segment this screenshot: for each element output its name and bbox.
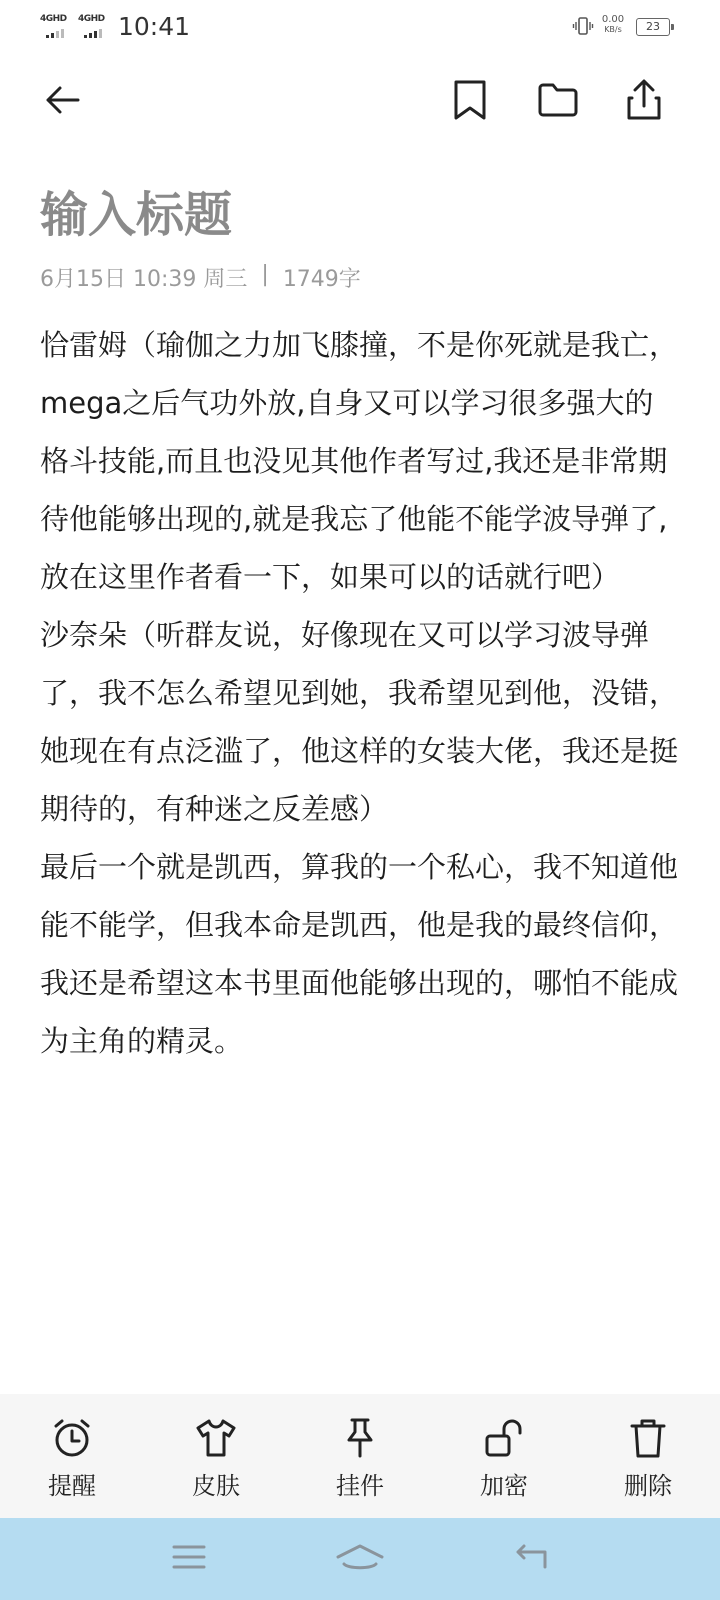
folder-button[interactable]: [530, 72, 586, 128]
arrow-left-icon: [42, 80, 82, 120]
system-nav-bar: [0, 1518, 720, 1600]
delete-label: 删除: [624, 1472, 672, 1500]
delete-button[interactable]: [576, 1394, 720, 1518]
note-paragraph: 最后一个就是凯西，算我的一个私心，我不知道他能不能学，但我本命是凯西，他是我的最终信仰，我还是希望这本书里面他能够出现的，哪怕不能成为主角的精灵。: [40, 850, 679, 1058]
menu-icon: [171, 1542, 207, 1572]
back-button[interactable]: [34, 72, 90, 128]
note-date: 6月15日 10:39 周三: [40, 267, 248, 292]
status-bar: [0, 0, 720, 56]
skin-label: 皮肤: [192, 1472, 240, 1500]
share-icon: [624, 78, 664, 122]
net-speed-value: 0.00: [601, 14, 625, 25]
recent-apps-button[interactable]: [171, 1542, 207, 1576]
net-speed-unit: KB/s: [604, 25, 622, 34]
encrypt-label: 加密: [480, 1472, 528, 1500]
note-paragraph: 沙奈朵（听群友说，好像现在又可以学习波导弹了，我不怎么希望见到她，我希望见到他，没错，她现在有点泛滥了，他这样的女装大佬，我还是挺期待的，有种迷之反差感）: [40, 618, 679, 826]
vibrate-icon: [572, 15, 594, 37]
bookmark-button[interactable]: [442, 72, 498, 128]
tshirt-icon: [194, 1416, 238, 1460]
trash-icon: [626, 1416, 670, 1460]
bookmark-icon: [450, 78, 490, 122]
unlock-icon: [482, 1416, 526, 1460]
nav-back-button[interactable]: [513, 1542, 549, 1576]
alarm-clock-icon: [50, 1416, 94, 1460]
skin-button[interactable]: [144, 1394, 288, 1518]
battery-level: 23: [646, 20, 660, 33]
reminder-label: 提醒: [48, 1472, 96, 1500]
action-bar: [0, 1394, 720, 1518]
widget-label: 挂件: [336, 1472, 384, 1500]
pin-icon: [338, 1416, 382, 1460]
back-icon: [513, 1542, 549, 1572]
sim1-signal-icon: [40, 14, 74, 40]
share-button[interactable]: [616, 72, 672, 128]
widget-button[interactable]: [288, 1394, 432, 1518]
sim2-signal-icon: [78, 14, 112, 40]
meta-separator: |: [261, 262, 269, 287]
note-body-editor[interactable]: [40, 316, 680, 1070]
net-speed: [598, 15, 628, 35]
note-paragraph: 恰雷姆（瑜伽之力加飞膝撞，不是你死就是我亡，mega之后气功外放,自身又可以学习很多强大的格斗技能,而且也没见其他作者写过,我还是非常期待他能够出现的,就是我忘了他能不能学波导弹了,放在这里作者看一下，如果可以的话就行吧）: [40, 328, 679, 594]
note-title-input[interactable]: 输入标题: [40, 187, 233, 243]
reminder-button[interactable]: [0, 1394, 144, 1518]
word-count: 1749字: [282, 267, 361, 292]
note-meta: [40, 262, 361, 293]
folder-icon: [536, 80, 580, 120]
battery-icon: [636, 18, 670, 36]
encrypt-button[interactable]: [432, 1394, 576, 1518]
status-time: 10:41: [118, 12, 191, 41]
home-icon: [335, 1542, 385, 1572]
sim1-label: 4GHD: [40, 14, 67, 24]
sim2-label: 4GHD: [78, 14, 105, 24]
home-button[interactable]: [335, 1542, 385, 1576]
